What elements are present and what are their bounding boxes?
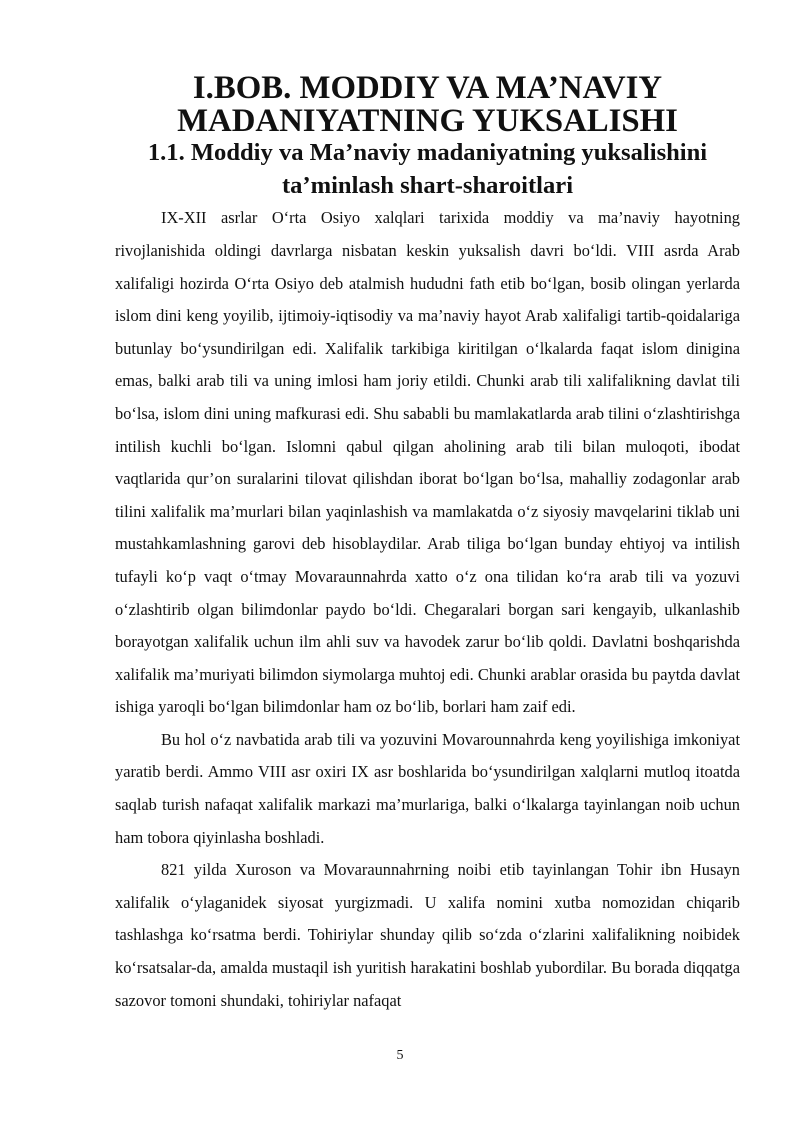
paragraph-3: 821 yilda Xuroson va Movaraunnahrning noibi etib tayinlangan Tohir ibn Husayn xalifalik o‘ylaganidek siyosat yurgizmadi. U xalifa nomini xutba nomozidan chiqarib tashlashga ko‘rsatma berdi. Tohiriylar shunday qilib so‘zda o‘zlarini xalifalikning noibidek ko‘rsatsalar-da, amalda mustaqil ish yuritish harakatini boshlab yubordilar. Bu borada diqqatga sazovor tomoni shundaki, tohiriylar nafaqat: [115, 860, 740, 1010]
paragraph-1: IX-XII asrlar O‘rta Osiyo xalqlari tarixida moddiy va ma’naviy hayotning rivojlanishida oldingi davrlarga nisbatan keskin yuksalish davri bo‘ldi. VIII asrda Arab xalifaligi hozirda O‘rta Osiyo deb atalmish hududni fath etib bo‘lgan, bosib olingan yerlarda islom dini keng yoyilib, ijtimoiy-iqtisodiy va ma’naviy hayot Arab xalifaligi tartib-qoidalariga butunlay bo‘ysundirilgan edi. Xalifalik tarkibiga kiritilgan o‘lkalarda faqat islom dinigina emas, balki arab tili va uning imlosi ham joriy etildi. Chunki arab tili xalifalikning davlat tili bo‘lsa, islom dini uning mafkurasi edi. Shu sababli bu mamlakatlarda arab tilini o‘zlashtirishga intilish kuchli bo‘lgan. Islomni qabul qilgan aholining arab tili bilan muloqoti, ibodat vaqtlarida qur’on suralarini tilovat qilishdan iborat bo‘lgan bo‘lsa, mahalliy zodagonlar arab tilini xalifalik ma’murlari bilan yaqinlashish va mamlakatda o‘z siyosiy mavqelarini tiklab uni mustahkamlashning garovi deb hisoblaydilar. Arab tiliga bo‘lgan bunday ehtiyoj va intilish tufayli ko‘p vaqt o‘tmay Movaraunnahrda xatto o‘z ona tilidan ko‘ra arab tili va yozuvi o‘zlashtirib olgan bilimdonlar paydo bo‘ldi. Chegaralari borgan sari kengayib, ulkanlashib borayotgan xalifalik uchun ilm ahli suv va havodek zarur bo‘lib qoldi. Davlatni boshqarishda xalifalik ma’muriyati bilimdon siymolarga muhtoj edi. Chunki arablar orasida bu paytda davlat ishiga yaroqli bo‘lgan bilimdonlar ham oz bo‘lib, borlari ham zaif edi.: [115, 208, 740, 717]
page-number: 5: [396, 1048, 404, 1063]
chapter-title: I.BOB. MODDIY VA MA’NAVIY MADANIYATNING YUKSALISHI: [177, 70, 678, 139]
document-page: [115, 72, 740, 1017]
paragraph-2: Bu hol o‘z navbatida arab tili va yozuvini Movarounnahrda keng yoyilishiga imkoniyat yaratib berdi. Ammo VIII asr oxiri IX asr boshlarida bo‘ysundirilgan xalqlarni mutloq itoatda saqlab turish nafaqat xalifalik markazi ma’murlariga, balki o‘lkalarga tayinlangan noib uchun ham tobora qiyinlasha boshladi.: [115, 729, 740, 847]
section-title: 1.1. Moddiy va Ma’naviy madaniyatning yuksalishini ta’minlash shart-sharoitlari: [147, 139, 708, 199]
